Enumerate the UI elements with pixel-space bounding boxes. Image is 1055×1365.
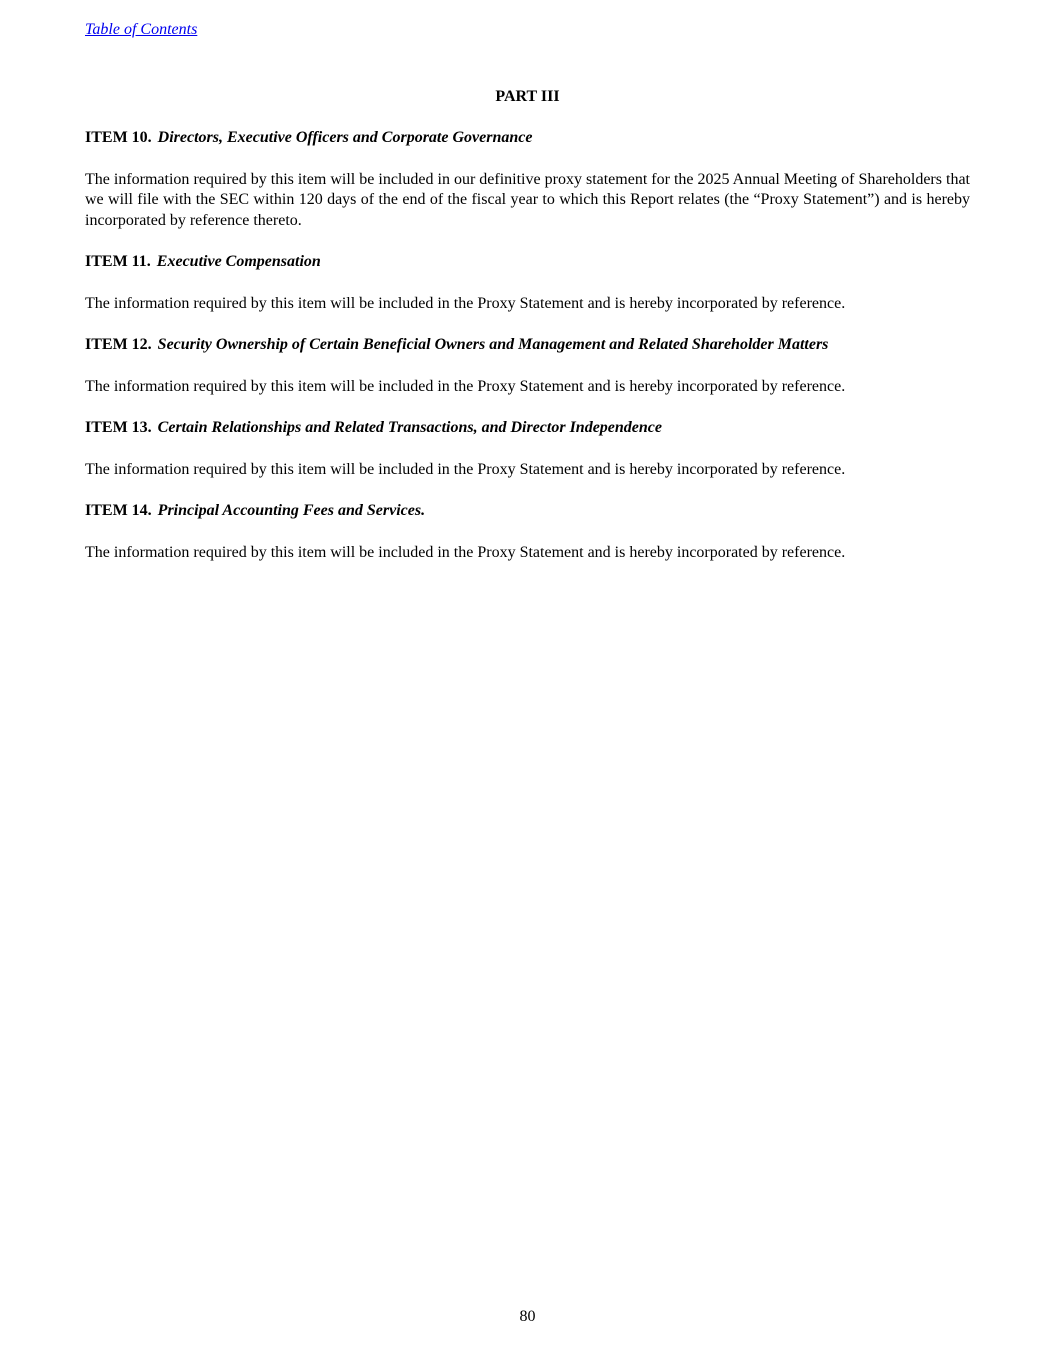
- item-title: Security Ownership of Certain Beneficial Owners and Management and Related Shareholder Matters: [157, 336, 829, 353]
- table-of-contents-link[interactable]: Table of Contents: [85, 21, 198, 38]
- item-11-section: [85, 252, 970, 335]
- item-10-section: [85, 128, 970, 252]
- document-body: [85, 128, 970, 563]
- item-number: ITEM 13.: [85, 419, 152, 436]
- item-body: The information required by this item will be included in the Proxy Statement and is hereby incorporated by reference.: [85, 377, 846, 395]
- page-number: 80: [519, 1308, 536, 1325]
- item-body: The information required by this item will be included in the Proxy Statement and is hereby incorporated by reference.: [85, 294, 846, 312]
- item-body: The information required by this item will be included in the Proxy Statement and is hereby incorporated by reference.: [85, 543, 846, 561]
- item-heading: [85, 128, 970, 149]
- item-14-section: [85, 501, 970, 563]
- item-number: ITEM 10.: [85, 129, 152, 146]
- item-body: The information required by this item will be included in the Proxy Statement and is hereby incorporated by reference.: [85, 460, 846, 478]
- item-13-section: [85, 418, 970, 501]
- item-title: Certain Relationships and Related Transactions, and Director Independence: [157, 419, 663, 436]
- item-number: ITEM 14.: [85, 502, 152, 519]
- item-heading: [85, 501, 970, 522]
- item-title: Directors, Executive Officers and Corporate Governance: [157, 129, 533, 146]
- item-title: Principal Accounting Fees and Services.: [157, 502, 426, 519]
- part-title: PART III: [495, 88, 560, 105]
- item-heading: [85, 252, 970, 273]
- item-12-section: [85, 335, 970, 418]
- item-heading: [85, 335, 970, 356]
- item-number: ITEM 11.: [85, 253, 151, 270]
- item-number: ITEM 12.: [85, 336, 152, 353]
- item-heading: [85, 418, 970, 439]
- item-body: The information required by this item will be included in our definitive proxy statement for the 2025 Annual Meeting of Shareholders that we will file with the SEC within 120 days of the end of the fiscal year to which this Report relates (the “Proxy Statement”) and is hereby incorporated by reference thereto.: [85, 170, 970, 229]
- item-title: Executive Compensation: [156, 253, 321, 270]
